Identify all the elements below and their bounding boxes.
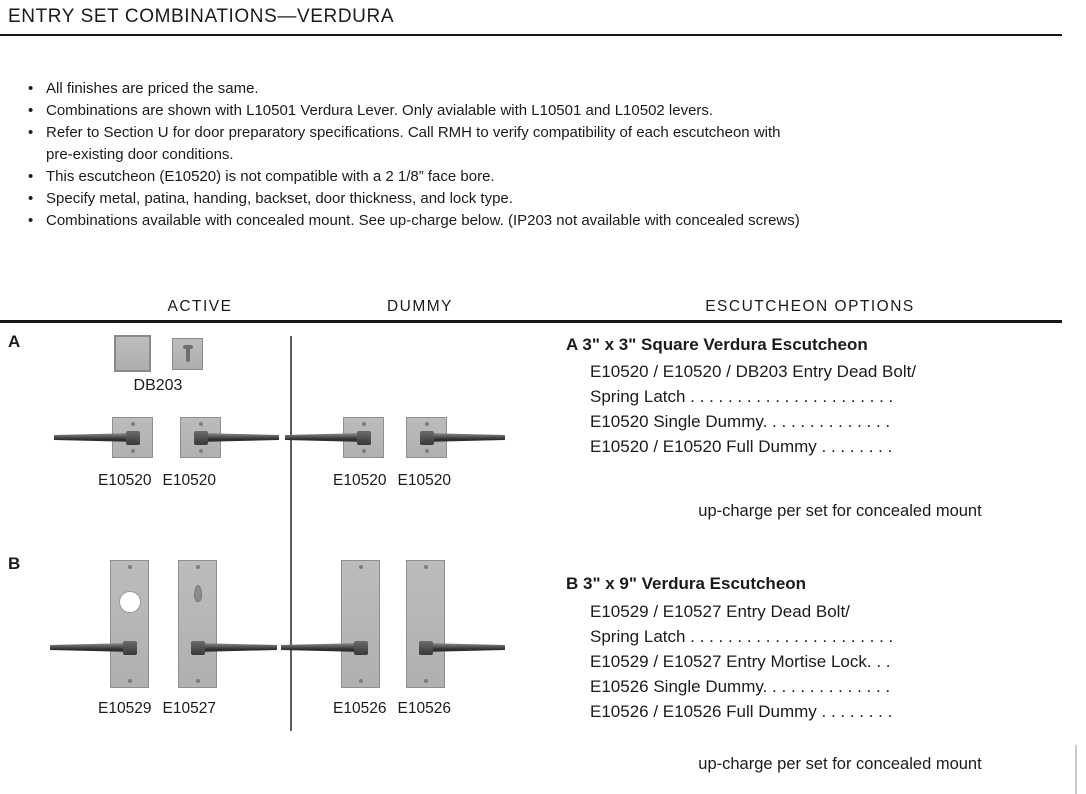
part-number: E10526: [333, 700, 387, 717]
screw-icon: [359, 565, 363, 569]
escutcheon-square-icon: [180, 417, 221, 458]
options-line: E10526 / E10526 Full Dummy . . . . . . . .: [590, 702, 893, 721]
active-unit-labels: [77, 472, 237, 490]
active-unit-labels: [77, 700, 237, 718]
part-number: E10529: [98, 700, 152, 717]
escutcheon-tall-icon: [341, 560, 380, 688]
options-line: E10529 / E10527 Entry Mortise Lock. . .: [590, 652, 891, 671]
options-line: E10520 Single Dummy. . . . . . . . . . . . . .: [590, 412, 891, 431]
lever-icon: [195, 643, 277, 652]
part-number: E10520: [397, 472, 451, 489]
note-text: Combinations are shown with L10501 Verdura Lever. Only avialable with L10501 and L10502 levers.: [46, 102, 714, 119]
screw-icon: [362, 422, 366, 426]
screw-icon: [196, 679, 200, 683]
options-title-a: A 3" x 3" Square Verdura Escutcheon: [566, 335, 868, 354]
note-text: This escutcheon (E10520) is not compatible with a 2 1/8” face bore.: [46, 168, 495, 185]
title-divider: [0, 34, 1062, 36]
lever-hub-icon: [126, 431, 140, 445]
options-lines-a: [590, 359, 916, 459]
column-header-escutcheon-options: ESCUTCHEON OPTIONS: [705, 298, 915, 315]
lever-hub-icon: [191, 641, 205, 655]
screw-icon: [196, 565, 200, 569]
column-divider: [290, 336, 292, 731]
escutcheon-tall-icon: [178, 560, 217, 688]
lever-icon: [197, 433, 279, 442]
note-text: All finishes are priced the same.: [46, 80, 259, 97]
upcharge-note-b: up-charge per set for concealed mount: [698, 755, 982, 773]
dummy-unit-labels: [312, 472, 472, 490]
row-label-b: B: [8, 554, 21, 573]
lever-hub-icon: [419, 641, 433, 655]
part-number: E10520: [98, 472, 152, 489]
page-title: ENTRY SET COMBINATIONS—VERDURA: [8, 6, 395, 27]
lever-icon: [54, 433, 136, 442]
note-item: [26, 122, 1046, 144]
note-item: [26, 166, 1046, 188]
escutcheon-tall-icon: [110, 560, 149, 688]
lever-icon: [423, 643, 505, 652]
note-item: [26, 100, 1046, 122]
column-header-active: ACTIVE: [167, 298, 233, 315]
lever-hub-icon: [357, 431, 371, 445]
screw-icon: [128, 565, 132, 569]
escutcheon-tall-icon: [406, 560, 445, 688]
escutcheon-square-icon: [406, 417, 447, 458]
table-header-divider: [0, 320, 1062, 323]
lever-hub-icon: [420, 431, 434, 445]
note-text: pre-existing door conditions.: [46, 146, 234, 163]
upcharge-note-a: up-charge per set for concealed mount: [698, 502, 982, 520]
part-number: E10526: [397, 700, 451, 717]
screw-icon: [359, 679, 363, 683]
scan-edge-line: [1075, 745, 1077, 794]
note-text: Specify metal, patina, handing, backset, door thickness, and lock type.: [46, 190, 513, 207]
lever-icon: [285, 433, 367, 442]
part-number: E10527: [162, 700, 216, 717]
cylinder-bore-icon: [119, 591, 141, 613]
thumbturn-icon: [186, 347, 190, 362]
part-number: E10520: [162, 472, 216, 489]
screw-icon: [131, 449, 135, 453]
note-text: Combinations available with concealed mount. See up-charge below. (IP203 not available with concealed screws): [46, 212, 800, 229]
deadbolt-face-icon: [114, 335, 151, 372]
options-line: E10520 / E10520 / DB203 Entry Dead Bolt/: [590, 362, 917, 381]
deadbolt-thumbturn-plate-icon: [172, 338, 203, 370]
options-line: E10526 Single Dummy. . . . . . . . . . . . . .: [590, 677, 891, 696]
screw-icon: [362, 449, 366, 453]
lever-icon: [50, 643, 132, 652]
column-header-dummy: DUMMY: [386, 298, 454, 315]
escutcheon-square-icon: [343, 417, 384, 458]
options-line: E10520 / E10520 Full Dummy . . . . . . . .: [590, 437, 893, 456]
screw-icon: [424, 679, 428, 683]
note-item-continuation: [26, 144, 1046, 166]
screw-icon: [131, 422, 135, 426]
note-text: Refer to Section U for door preparatory specifications. Call RMH to verify compatibility of each escutcheon with: [46, 124, 781, 141]
deadbolt-label: DB203: [133, 377, 183, 394]
escutcheon-square-icon: [112, 417, 153, 458]
options-line: Spring Latch . . . . . . . . . . . . . . . . . . . . . .: [590, 627, 894, 646]
note-item: [26, 210, 1046, 232]
screw-icon: [424, 565, 428, 569]
lever-icon: [281, 643, 363, 652]
dummy-unit-labels: [312, 700, 472, 718]
notes-list: [26, 78, 1046, 232]
note-item: [26, 188, 1046, 210]
screw-icon: [425, 449, 429, 453]
lever-hub-icon: [354, 641, 368, 655]
note-item: [26, 78, 1046, 100]
options-lines-b: [590, 599, 893, 724]
thumbturn-icon: [194, 585, 202, 602]
part-number: E10520: [333, 472, 387, 489]
screw-icon: [425, 422, 429, 426]
screw-icon: [128, 679, 132, 683]
options-line: E10529 / E10527 Entry Dead Bolt/: [590, 602, 850, 621]
lever-icon: [423, 433, 505, 442]
row-label-a: A: [8, 332, 21, 351]
lever-hub-icon: [194, 431, 208, 445]
options-title-b: B 3" x 9" Verdura Escutcheon: [566, 574, 807, 593]
options-line: Spring Latch . . . . . . . . . . . . . . . . . . . . . .: [590, 387, 894, 406]
lever-hub-icon: [123, 641, 137, 655]
screw-icon: [199, 422, 203, 426]
screw-icon: [199, 449, 203, 453]
